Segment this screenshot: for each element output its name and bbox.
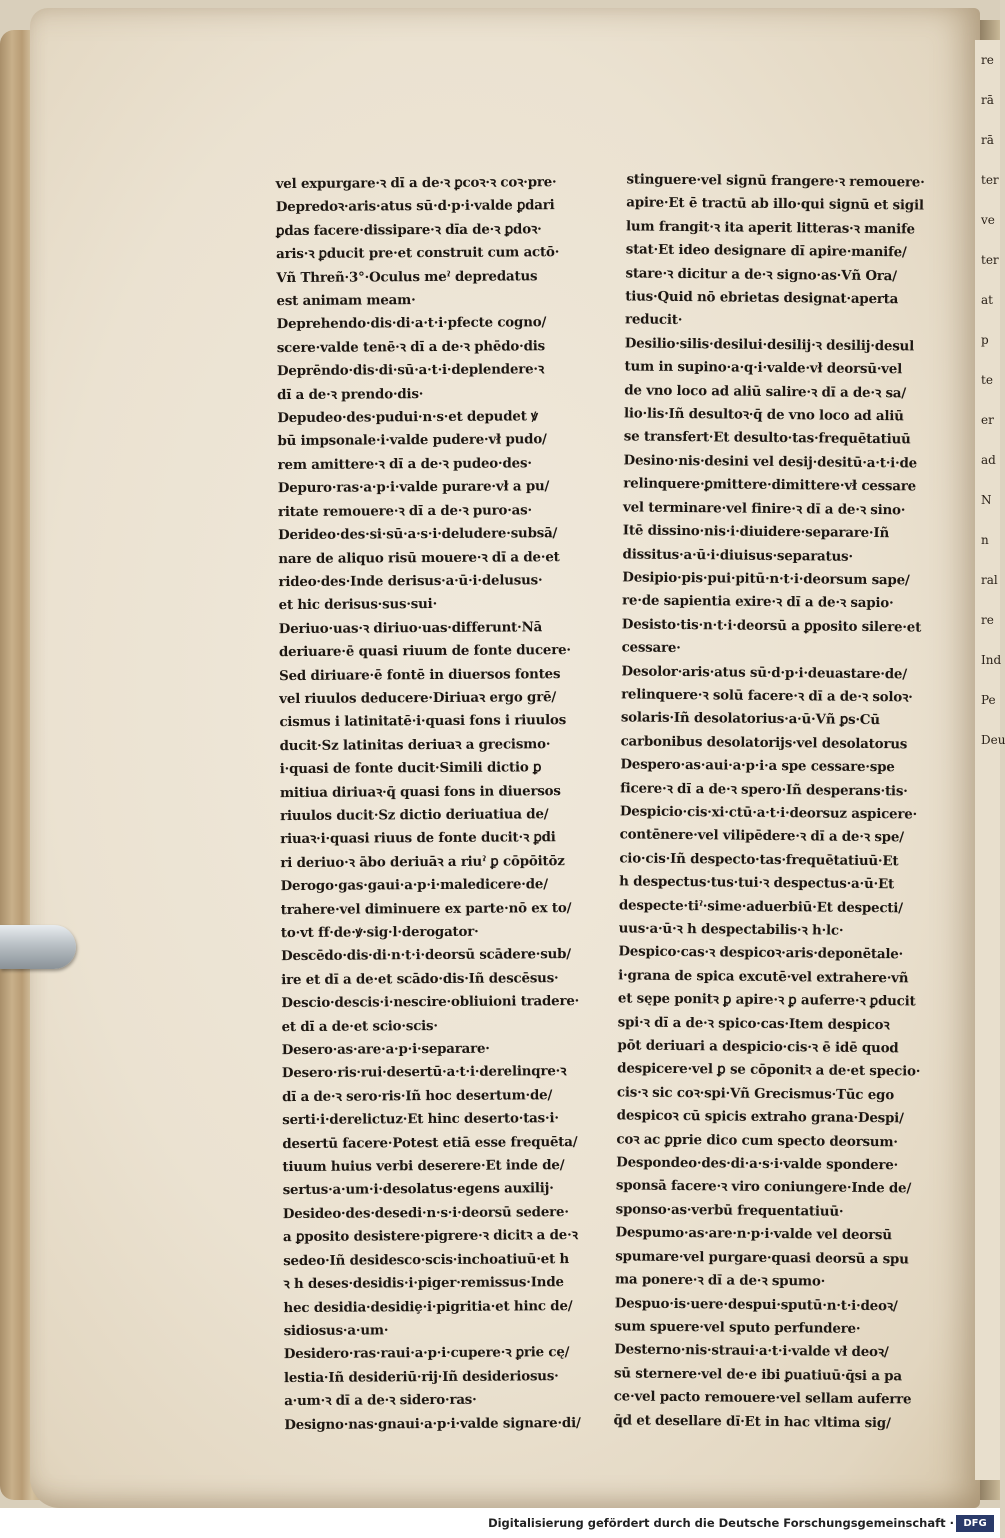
adjacent-page-text: n bbox=[981, 533, 989, 547]
text-line: mitiua diriuaꝛ·q̄ quasi fons in diuersos bbox=[279, 782, 561, 801]
text-line: et sępe ponitꝛ ꝑ apire·ꝛ ꝑ auferre·ꝛ ꝑducit bbox=[617, 990, 916, 1010]
text-line: Itē dissino·nis·i·diuidere·separare·Iñ bbox=[622, 522, 890, 542]
text-line: sponsā facere·ꝛ viro coniungere·Inde de/ bbox=[615, 1177, 912, 1197]
text-line: a ꝑposito desistere·pigrere·ꝛ dicitꝛ a de·ꝛ bbox=[282, 1227, 578, 1246]
text-line: uus·a·ū·ꝛ h despectabilis·ꝛ h·lc· bbox=[618, 920, 844, 939]
text-line: lestia·Iñ desideriū·rij·Iñ desideriosus· bbox=[283, 1367, 559, 1386]
text-line: stat·Et ideo designare dı̄ apire·manife/ bbox=[625, 241, 907, 261]
text-column-right bbox=[613, 168, 936, 1435]
text-line: Deriuo·uas·ꝛ diriuo·uas·differunt·Nā bbox=[278, 618, 543, 637]
text-line: sū sternere·vel de·e ibi ꝑuatiuū·q̄si a pa bbox=[613, 1365, 902, 1385]
text-line: lum frangit·ꝛ ita aperit litteras·ꝛ manife bbox=[625, 218, 915, 238]
text-line: despecte·tiˀ·sime·aduerbiū·Et despecti/ bbox=[618, 896, 903, 916]
text-line: a·um·ꝛ dı̄ a de·ꝛ sidero·ras· bbox=[284, 1391, 477, 1410]
text-line: rem amittere·ꝛ dı̄ a de·ꝛ pudeo·des· bbox=[277, 455, 532, 473]
text-line: Desideo·des·desedi·n·s·i·deorsū sedere· bbox=[282, 1203, 569, 1222]
text-line: stare·ꝛ dicitur a de·ꝛ signo·as·Vñ Ora/ bbox=[625, 265, 897, 284]
text-line: Desino·nis·desini vel desij·desitū·a·t·i·de bbox=[623, 452, 918, 472]
text-line: vel expurgare·ꝛ dı̄ a de·ꝛ ꝑcoꝛ·ꝛ coꝛ·pre· bbox=[275, 174, 557, 193]
text-line: vel riuulos deducere·Diriuaꝛ ergo grē/ bbox=[279, 689, 557, 708]
text-line: Desidero·ras·raui·a·p·i·cupere·ꝛ ꝑrie cę/ bbox=[283, 1344, 570, 1363]
text-line: sertus·a·um·i·desolatus·egens auxilij· bbox=[282, 1180, 554, 1199]
footer-bar bbox=[0, 1508, 1000, 1538]
text-line: trahere·vel diminuere ex parte·nō ex to/ bbox=[280, 899, 572, 918]
text-line: riuulos ducit·Sz dictio deriuatiua de/ bbox=[280, 806, 549, 825]
text-line: Derogo·gas·gaui·a·p·i·maledicere·de/ bbox=[280, 876, 548, 895]
text-line: ce·vel pacto remouere·vel sellam auferre bbox=[613, 1388, 912, 1408]
text-line: deriuare·ē quasi riuum de fonte ducere· bbox=[278, 642, 571, 661]
text-line: ma ponere·ꝛ dı̄ a de·ꝛ spumo· bbox=[614, 1271, 826, 1290]
text-line: hec desidia·desidiȩ·i·pigritia·et hinc de/ bbox=[283, 1297, 573, 1316]
text-line: carbonibus desolatorijs·vel desolatorus bbox=[620, 733, 908, 753]
text-line: i·quasi de fonte ducit·Simili dictio ꝑ bbox=[279, 759, 542, 778]
text-line: ficere·ꝛ dı̄ a de·ꝛ spero·Iñ desperans·tis· bbox=[620, 779, 908, 799]
text-line: Sed diriuare·ē fontē in diuersos fontes bbox=[279, 665, 561, 684]
text-line: i·grana de spica excutē·vel extrahere·vñ bbox=[618, 967, 909, 987]
text-line: aris·ꝛ ꝑducit pre·et construit cum actō· bbox=[276, 244, 560, 263]
adjacent-page-text: ral bbox=[981, 573, 998, 587]
text-line: reducit· bbox=[624, 311, 683, 329]
text-line: Descēdo·dis·di·n·t·i·deorsū scādere·sub/ bbox=[281, 946, 572, 965]
text-line: Desero·ris·rui·desertū·a·t·i·derelinqre·ꝛ bbox=[281, 1063, 567, 1082]
adjacent-page-text: er bbox=[981, 413, 994, 427]
text-line: h despectus·tus·tui·ꝛ despectus·a·ū·Et bbox=[619, 873, 895, 893]
text-line: ducit·Sz latinitas deriuaꝛ a grecismo· bbox=[279, 735, 551, 754]
text-line: lio·lis·Iñ desultoꝛ·q̄ de vno loco ad aliū bbox=[623, 405, 904, 425]
text-line: desertū facere·Potest etiā esse frequēta/ bbox=[282, 1133, 578, 1152]
dfg-logo: DFG bbox=[956, 1515, 994, 1532]
adjacent-page-text: ter bbox=[981, 253, 999, 267]
text-line: et hic derisus·sus·sui· bbox=[278, 596, 438, 614]
text-line: despicoꝛ cū spicis extraho grana·Despi/ bbox=[616, 1107, 904, 1127]
text-line: cismus i latinitatē·i·quasi fons i riuulos bbox=[279, 712, 567, 731]
text-line: de vno loco ad aliū salire·ꝛ dı̄ a de·ꝛ sa/ bbox=[624, 382, 907, 402]
text-line: Despumo·as·are·n·p·i·valde vel deorsū bbox=[615, 1224, 892, 1244]
text-line: bū impsonale·i·valde pudere·vł pudo/ bbox=[277, 431, 547, 450]
text-line: Deprehendo·dis·di·a·t·i·pfecte cogno/ bbox=[276, 314, 547, 333]
text-line: Descio·descis·i·nescire·obliuioni tradere· bbox=[281, 993, 580, 1012]
text-line: Despicio·cis·xi·ctū·a·t·i·deorsuz aspicere· bbox=[619, 803, 918, 823]
text-line: Derideo·des·si·sū·a·s·i·deludere·subsā/ bbox=[278, 525, 558, 544]
text-line: Desisto·tis·n·t·i·deorsū a ꝑposito silere·et bbox=[621, 616, 922, 636]
text-line: se transfert·Et desulto·tas·frequētatiuū bbox=[623, 428, 911, 448]
adjacent-page-text: Ind bbox=[981, 653, 1002, 667]
adjacent-page-text: p bbox=[981, 333, 989, 347]
text-line: vel terminare·vel finire·ꝛ dı̄ a de·ꝛ sino· bbox=[622, 499, 906, 519]
text-line: tiuum huius verbi deserere·Et inde de/ bbox=[282, 1157, 565, 1176]
text-line: Vñ Threñ·3°·Oculus meˀ depredatus bbox=[276, 267, 538, 286]
text-line: Desolor·aris·atus sū·d·p·i·deuastare·de/ bbox=[621, 662, 908, 682]
text-line: Despico·cas·ꝛ despicoꝛ·aris·deponētale· bbox=[618, 943, 904, 963]
footer-credit: Digitalisierung gefördert durch die Deutsche Forschungsgemeinschaft · bbox=[488, 1516, 954, 1530]
adjacent-page-text: Deu bbox=[981, 733, 1005, 747]
text-line: to·vt ff·de·ꝟ·sig·l·derogator· bbox=[280, 923, 479, 942]
text-line: stinguere·vel signū frangere·ꝛ remouere· bbox=[626, 171, 925, 191]
text-line: Desipio·pis·pui·pitū·n·t·i·deorsum sape/ bbox=[622, 569, 910, 589]
text-line: Desilio·silis·desilui·desilij·ꝛ desilij·desul bbox=[624, 335, 915, 355]
text-line: ritate remouere·ꝛ dı̄ a de·ꝛ puro·as· bbox=[277, 502, 532, 520]
text-line: relinquere·ꝛ solū facere·ꝛ dı̄ a de·ꝛ soloꝛ· bbox=[621, 686, 913, 706]
adjacent-page-fragment bbox=[975, 40, 1005, 1480]
text-line: relinquere·ꝑmittere·dimittere·vł cessare bbox=[623, 475, 917, 495]
text-line: nare de aliquo risū mouere·ꝛ dı̄ a de·et bbox=[278, 548, 560, 567]
text-line: coꝛ ac ꝑprie dico cum specto deorsum· bbox=[616, 1131, 898, 1150]
text-line: tum in supino·a·q·i·valde·vł deorsū·vel bbox=[624, 358, 903, 378]
adjacent-page-text: re bbox=[981, 53, 994, 67]
text-line: Despero·as·aui·a·p·i·a spe cessare·spe bbox=[620, 756, 895, 776]
text-line: Desterno·nis·straui·a·t·i·valde vł deoꝛ/ bbox=[614, 1341, 889, 1361]
text-line: pōt deriuari a despicio·cis·ꝛ ē idē quod bbox=[617, 1037, 899, 1057]
text-line: sidiosus·a·um· bbox=[283, 1322, 389, 1339]
adjacent-page-text: rā bbox=[981, 93, 994, 107]
adjacent-page-text: at bbox=[981, 293, 993, 307]
text-line: spumare·vel purgare·quasi deorsū a spu bbox=[615, 1248, 909, 1268]
text-line: Depudeo·des·pudui·n·s·et depudet ꝟ bbox=[277, 408, 538, 427]
text-line: despicere·vel ꝑ se cōponitꝛ a de·et specio· bbox=[617, 1060, 921, 1080]
text-line: sedeo·Iñ desidesco·scis·inchoatiuū·et h bbox=[283, 1250, 570, 1269]
text-line: riuaꝛ·i·quasi riuus de fonte ducit·ꝛ ꝑdi bbox=[280, 829, 556, 848]
text-line: Despondeo·des·di·a·s·i·valde spondere· bbox=[616, 1154, 899, 1174]
adjacent-page-text: rā bbox=[981, 133, 994, 147]
text-line: rideo·des·Inde derisus·a·ū·i·delusus· bbox=[278, 572, 543, 590]
adjacent-page-text: N bbox=[981, 493, 992, 507]
adjacent-page-text: ter bbox=[981, 173, 999, 187]
text-line: dı̄ a de·ꝛ sero·ris·Iñ hoc desertum·de/ bbox=[281, 1087, 553, 1105]
text-line: Despuo·is·uere·despui·sputū·n·t·i·deoꝛ/ bbox=[614, 1294, 898, 1314]
text-line: ri deriuo·ꝛ ābo deriuāꝛ a riuˀ ꝑ cōpōitōz bbox=[280, 852, 565, 871]
text-line: et dı̄ a de·et scio·scis· bbox=[281, 1017, 438, 1035]
text-line: cessare· bbox=[621, 639, 681, 657]
adjacent-page-text: Pe bbox=[981, 693, 996, 707]
text-line: sum spuere·vel sputo perfundere· bbox=[614, 1318, 861, 1337]
text-line: apire·Et ē tractū ab illo·qui signū et sigil bbox=[626, 194, 924, 214]
text-line: re·de sapientia exire·ꝛ dı̄ a de·ꝛ sapio· bbox=[622, 592, 894, 612]
text-line: ꝛ h deses·desidis·i·piger·remissus·Inde bbox=[283, 1274, 564, 1293]
text-line: ire et dı̄ a de·et scādo·dis·Iñ descēsus· bbox=[281, 969, 559, 988]
adjacent-page-text: ad bbox=[981, 453, 996, 467]
text-line: solaris·Iñ desolatorius·a·ū·Vñ ꝑs·Cū bbox=[620, 709, 880, 729]
text-line: spi·ꝛ dı̄ a de·ꝛ spico·cas·Item despicoꝛ bbox=[617, 1013, 890, 1033]
text-line: cis·ꝛ sic coꝛ·spi·Vñ Grecismus·Tūc ego bbox=[616, 1084, 895, 1104]
metal-clip-icon bbox=[0, 925, 76, 969]
text-line: serti·i·derelictuz·Et hinc deserto·tas·i· bbox=[282, 1110, 559, 1129]
text-line: Desero·as·are·a·p·i·separare· bbox=[281, 1040, 490, 1059]
text-line: cio·cis·Iñ despecto·tas·frequētatiuū·Et bbox=[619, 850, 899, 870]
text-line: contēnere·vel vilipēdere·ꝛ dı̄ a de·ꝛ spe/ bbox=[619, 826, 904, 846]
text-line: scere·valde tenē·ꝛ dı̄ a de·ꝛ phēdo·dis bbox=[276, 338, 546, 356]
text-line: ꝑdas facere·dissipare·ꝛ dı̄a de·ꝛ ꝑdoꝛ· bbox=[275, 221, 542, 239]
adjacent-page-text: re bbox=[981, 613, 994, 627]
text-line: Depredoꝛ·aris·atus sū·d·p·i·valde ꝑdari bbox=[275, 197, 555, 216]
text-line: Designo·nas·gnaui·a·p·i·valde signare·di/ bbox=[284, 1414, 581, 1433]
text-line: sponso·as·verbū frequentatiuū· bbox=[615, 1201, 844, 1220]
text-line: q̄d et desellare dı̄·Et in hac vltima sig/ bbox=[613, 1411, 891, 1431]
text-line: Depuro·ras·a·p·i·valde purare·vł a pu/ bbox=[277, 478, 550, 497]
text-column-left bbox=[276, 171, 595, 1437]
adjacent-page-text: te bbox=[981, 373, 993, 387]
text-line: est animam meam· bbox=[276, 292, 416, 310]
adjacent-page-text: ve bbox=[981, 213, 995, 227]
text-line: Deprēndo·dis·di·sū·a·t·i·deplendere·ꝛ bbox=[276, 361, 545, 380]
text-line: tius·Quid nō ebrietas designat·aperta bbox=[625, 288, 899, 308]
text-line: dı̄ a de·ꝛ prendo·dis· bbox=[277, 385, 424, 403]
text-line: dissitus·a·ū·i·diuisus·separatus· bbox=[622, 545, 853, 565]
